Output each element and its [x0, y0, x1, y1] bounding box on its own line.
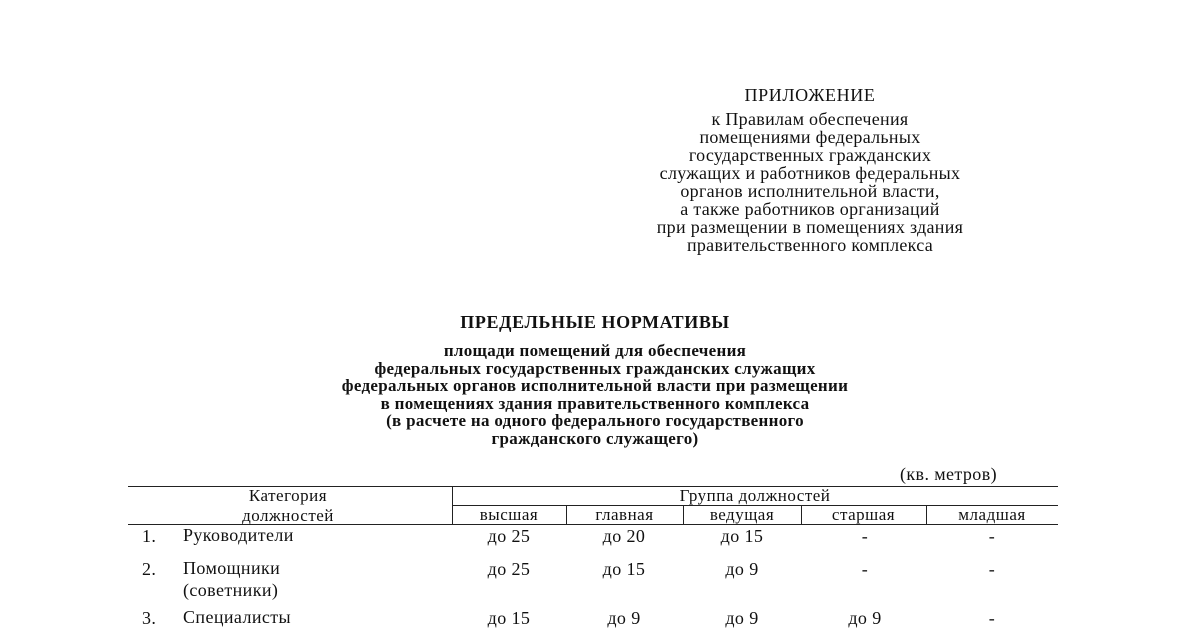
table-cell: до 15 [720, 526, 764, 546]
appendix-line: государственных гражданских [688, 145, 932, 165]
group-header: Группа должностей [679, 486, 831, 505]
document-heading [180, 312, 1010, 447]
column-header-senior: старшая [831, 505, 896, 524]
table-cell: до 25 [487, 559, 531, 579]
heading-subtitle-line: гражданского служащего) [491, 428, 699, 448]
table-cell: - [861, 559, 869, 579]
row-label [183, 557, 280, 601]
column-header-main: главная [595, 505, 654, 524]
table-cell: до 25 [487, 526, 531, 546]
category-header [168, 486, 408, 526]
table-cell: - [988, 526, 996, 546]
appendix-line: органов исполнительной власти, [680, 181, 940, 201]
table-cell: до 9 [848, 608, 882, 628]
table-cell: до 9 [607, 608, 641, 628]
row-label [183, 606, 291, 628]
table-cell: - [988, 608, 996, 628]
appendix-line: а также работников организаций [680, 199, 940, 219]
row-label-line: Специалисты [183, 607, 292, 627]
appendix-line: к Правилам обеспечения [711, 109, 909, 129]
table-cell: - [988, 559, 996, 579]
heading-subtitle-line: федеральных органов исполнительной власти при размещении [341, 376, 849, 395]
row-label-line: Руководители [183, 525, 294, 545]
appendix-line: помещениями федеральных [699, 127, 921, 147]
heading-subtitle-line: в помещениях здания правительственного комплекса [380, 393, 810, 413]
row-number: 2. [142, 559, 157, 579]
heading-subtitle-line: площади помещений для обеспечения [443, 341, 747, 360]
appendix-line: правительственного комплекса [686, 235, 934, 255]
heading-title: ПРЕДЕЛЬНЫЕ НОРМАТИВЫ [460, 312, 730, 332]
appendix-line: при размещении в помещениях здания [656, 217, 964, 237]
column-header-junior: младшая [958, 505, 1026, 524]
appendix-line: служащих и работников федеральных [659, 163, 961, 183]
column-header-highest: высшая [479, 505, 539, 524]
table-cell: до 20 [602, 526, 646, 546]
norms-table [128, 486, 1058, 628]
table-cell: до 9 [725, 559, 759, 579]
appendix-title: ПРИЛОЖЕНИЕ [744, 85, 876, 105]
category-header-line: Категория [248, 486, 328, 505]
units-label: (кв. метров) [900, 464, 997, 484]
table-cell: до 9 [725, 608, 759, 628]
table-cell: до 15 [602, 559, 646, 579]
heading-subtitle-line: (в расчете на одного федерального государственного [386, 411, 804, 430]
row-number: 1. [142, 526, 157, 546]
row-number: 3. [142, 608, 157, 628]
table-cell: до 15 [487, 608, 531, 628]
row-label-line: (советники) [183, 580, 279, 600]
category-header-line: должностей [242, 506, 334, 525]
heading-subtitle-line: федеральных государственных гражданских служащих [374, 358, 816, 378]
appendix-block [560, 86, 1060, 254]
table-cell: - [861, 526, 869, 546]
column-header-leading: ведущая [709, 505, 775, 524]
row-label-line: Помощники [183, 558, 281, 578]
row-label [183, 524, 294, 546]
